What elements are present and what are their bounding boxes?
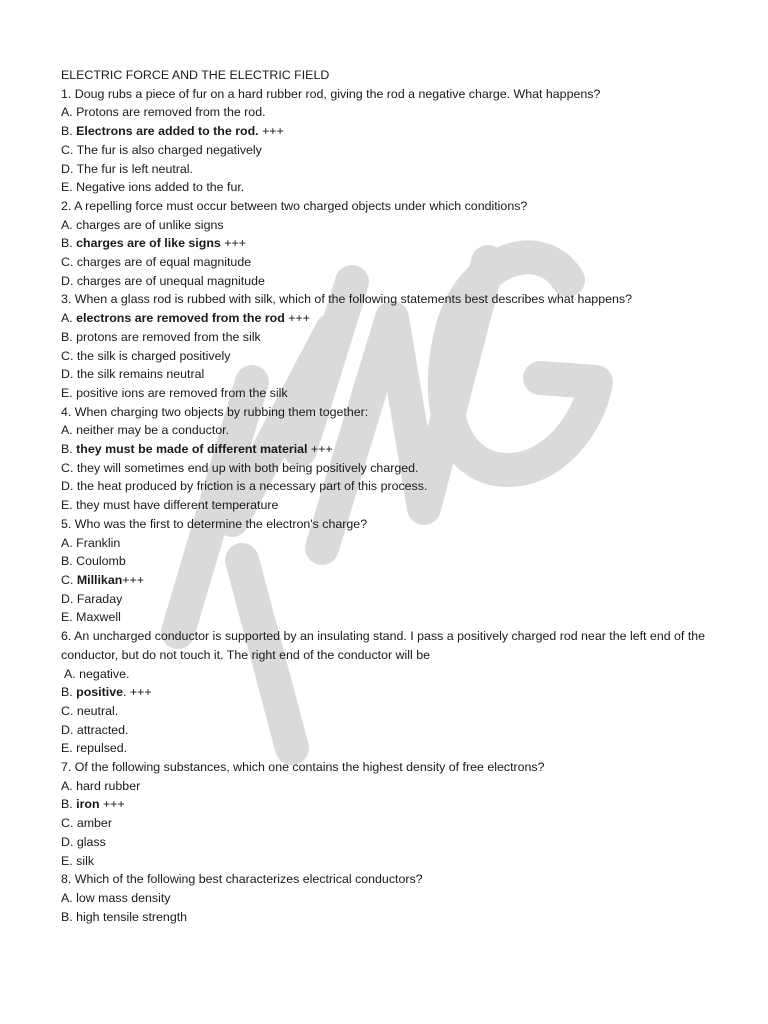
text-line: 7. Of the following substances, which one contains the highest density of free electrons?: [61, 760, 545, 775]
text-line: A. Protons are removed from the rod.: [61, 105, 266, 120]
text-line: [61, 571, 721, 590]
correct-answer-text: electrons are removed from the rod: [76, 311, 285, 326]
document-title: ELECTRIC FORCE AND THE ELECTRIC FIELD: [61, 68, 330, 82]
text-line: C. neutral.: [61, 703, 119, 718]
text-line: C. charges are of equal magnitude: [61, 255, 252, 270]
text-line: B. protons are removed from the silk: [61, 329, 261, 344]
text-line: A. negative.: [64, 666, 130, 681]
text-line: [61, 122, 721, 141]
text-line: [61, 234, 721, 253]
answer-marker: +++: [99, 797, 125, 812]
answer-marker: . +++: [122, 685, 152, 700]
correct-answer-text: iron: [76, 797, 100, 812]
text-line: E. positive ions are removed from the silk: [61, 385, 288, 400]
text-line: 8. Which of the following best characterizes electrical conductors?: [61, 872, 423, 887]
text-line: [61, 440, 721, 459]
option-letter: B.: [61, 124, 77, 139]
option-letter: B.: [61, 236, 77, 251]
text-line: A. hard rubber: [61, 778, 141, 793]
text-line: B. high tensile strength: [61, 909, 188, 924]
text-line: 2. A repelling force must occur between two charged objects under which conditions?: [61, 198, 528, 213]
text-line: D. glass: [61, 834, 106, 849]
text-line: [61, 309, 721, 328]
text-line: 6. An uncharged conductor is supported by an insulating stand. I pass a positively charged rod near the left end of the conductor, but do not touch it. The right end of the conductor will be: [61, 629, 706, 662]
text-line: E. repulsed.: [61, 741, 128, 756]
document-body: [61, 66, 721, 926]
text-line: C. the silk is charged positively: [61, 348, 231, 363]
text-line: E. Negative ions added to the fur.: [61, 180, 245, 195]
text-line: [61, 683, 721, 702]
option-letter: A.: [61, 311, 77, 326]
text-line: D. the heat produced by friction is a necessary part of this process.: [61, 479, 428, 494]
text-line: D. The fur is left neutral.: [61, 161, 193, 176]
text-line: A. neither may be a conductor.: [61, 423, 230, 438]
correct-answer-text: charges are of like signs: [76, 236, 221, 251]
text-line: 4. When charging two objects by rubbing them together:: [61, 404, 369, 419]
correct-answer-text: they must be made of different material: [76, 442, 308, 457]
text-line: C. amber: [61, 816, 112, 831]
option-letter: C.: [61, 572, 77, 587]
text-line: E. silk: [61, 853, 95, 868]
answer-marker: +++: [220, 236, 246, 251]
text-line: D. Faraday: [61, 591, 123, 606]
answer-marker: +++: [258, 124, 284, 139]
answer-marker: +++: [307, 442, 333, 457]
text-line: D. attracted.: [61, 722, 129, 737]
text-line: A. low mass density: [61, 890, 171, 905]
correct-answer-text: positive: [76, 685, 123, 700]
text-line: B. Coulomb: [61, 554, 126, 569]
correct-answer-text: Electrons are added to the rod.: [76, 124, 259, 139]
text-line: D. the silk remains neutral: [61, 367, 205, 382]
text-line: A. charges are of unlike signs: [61, 217, 224, 232]
correct-answer-text: Millikan: [76, 572, 123, 587]
text-line: C. The fur is also charged negatively: [61, 142, 262, 157]
text-line: 1. Doug rubs a piece of fur on a hard rubber rod, giving the rod a negative charge. What happens?: [61, 86, 601, 101]
answer-marker: +++: [122, 572, 145, 587]
option-letter: B.: [61, 442, 77, 457]
text-line: C. they will sometimes end up with both being positively charged.: [61, 460, 419, 475]
text-line: D. charges are of unequal magnitude: [61, 273, 265, 288]
text-line: 3. When a glass rod is rubbed with silk, which of the following statements best describes what happens?: [61, 292, 632, 307]
option-letter: B.: [61, 685, 77, 700]
text-line: 5. Who was the first to determine the electron's charge?: [61, 516, 368, 531]
option-letter: B.: [61, 797, 77, 812]
text-line: [61, 795, 721, 814]
answer-marker: +++: [284, 311, 310, 326]
text-line: E. they must have different temperature: [61, 498, 279, 513]
text-line: E. Maxwell: [61, 610, 121, 625]
text-line: A. Franklin: [61, 535, 121, 550]
